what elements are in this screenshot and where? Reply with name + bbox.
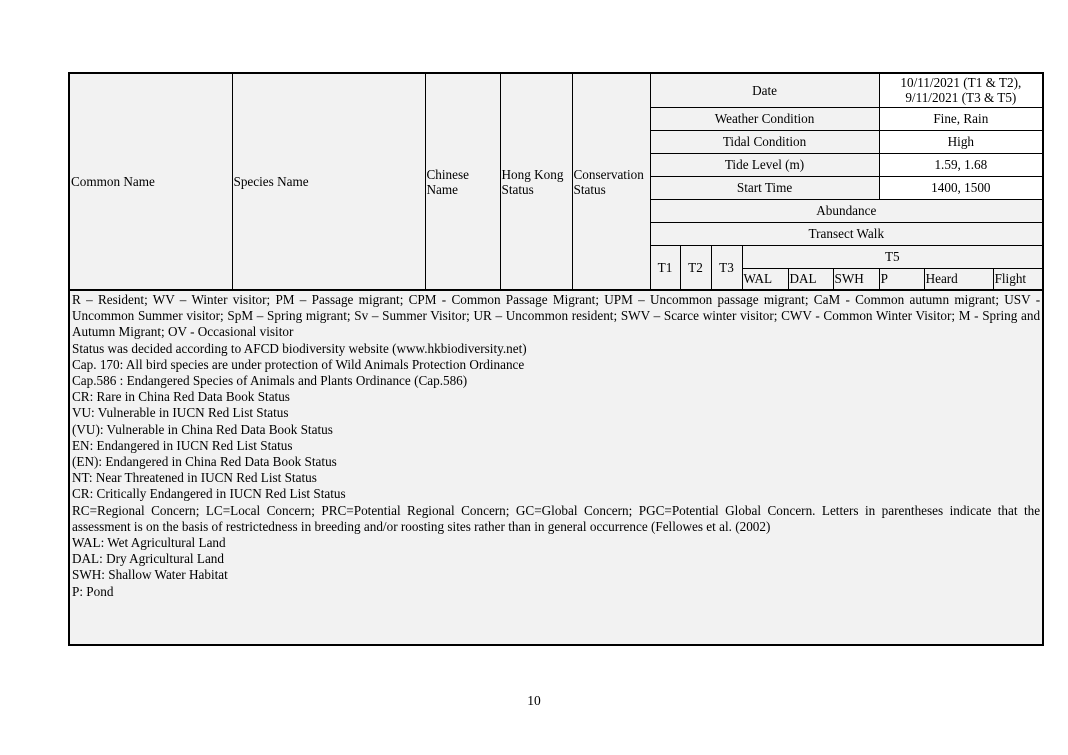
note-vu-iucn: VU: Vulnerable in IUCN Red List Status [72,405,289,421]
header-common-name: Common Name [69,73,232,290]
transect-t5: T5 [742,245,1043,268]
transect-t2: T2 [680,245,711,290]
tidal-condition-label: Tidal Condition [650,130,879,153]
t5-subcolumn-dal: DAL [788,268,833,290]
transect-t1: T1 [650,245,680,290]
transect-t3: T3 [711,245,742,290]
note-concern-codes: RC=Regional Concern; LC=Local Concern; PRC=Potential Regional Concern; GC=Global Concern; PGC=Potential Global Concern. Letters in parentheses indicate that the assessment is on the basis of restrictedness in breeding and/or roosting sites rather than in general occurrence (Fellowes et al. (2002) [72,502,1041,534]
t5-subcolumn-swh: SWH [833,268,879,290]
note-nt-iucn: NT: Near Threatened in IUCN Red List Status [72,470,317,486]
tide-level-label: Tide Level (m) [650,153,879,176]
note-pond: P: Pond [72,583,114,599]
note-wal: WAL: Wet Agricultural Land [72,535,226,551]
t5-subcolumn-wal: WAL [742,268,788,290]
note-status-codes: R – Resident; WV – Winter visitor; PM – Passage migrant; CPM - Common Passage Migrant; UPM – Uncommon passage migrant; CaM - Common autumn migrant; USV - Uncommon Summer visitor; SpM – Spring migrant; Sv – Summer Visitor; UR – Uncommon resident; SWV – Scarce winter visitor; CWV - Common Winter Visitor; M - Spring and Autumn Migrant; OV - Occasional visitor [72,292,1041,340]
bird-survey-table [68,72,1044,646]
note-vu-china: (VU): Vulnerable in China Red Data Book Status [72,421,333,437]
header-hong-kong-status: Hong Kong Status [500,73,572,290]
date-value: 10/11/2021 (T1 & T2), 9/11/2021 (T3 & T5) [879,73,1043,107]
header-species-name: Species Name [232,73,425,290]
start-time-value: 1400, 1500 [879,176,1043,199]
note-cap-170: Cap. 170: All bird species are under protection of Wild Animals Protection Ordinance [72,356,525,372]
tide-level-value: 1.59, 1.68 [879,153,1043,176]
weather-condition-value: Fine, Rain [879,107,1043,130]
note-status-source: Status was decided according to AFCD biodiversity website (www.hkbiodiversity.net) [72,340,527,356]
t5-subcolumn-p: P [879,268,924,290]
note-cr-iucn: CR: Critically Endangered in IUCN Red List Status [72,486,346,502]
notes-cell [69,290,1043,645]
note-en-iucn: EN: Endangered in IUCN Red List Status [72,437,293,453]
note-cap-586: Cap.586 : Endangered Species of Animals and Plants Ordinance (Cap.586) [72,373,468,389]
header-conservation-status: Conservation Status [572,73,650,290]
start-time-label: Start Time [650,176,879,199]
date-label: Date [650,73,879,107]
note-swh: SWH: Shallow Water Habitat [72,567,228,583]
tidal-condition-value: High [879,130,1043,153]
t5-subcolumn-heard: Heard [924,268,993,290]
note-en-china: (EN): Endangered in China Red Data Book Status [72,454,337,470]
header-chinese-name: Chinese Name [425,73,500,290]
abundance-label: Abundance [650,199,1043,222]
t5-subcolumn-flight: Flight [993,268,1043,290]
weather-condition-label: Weather Condition [650,107,879,130]
note-dal: DAL: Dry Agricultural Land [72,551,224,567]
transect-walk-label: Transect Walk [650,222,1043,245]
note-cr-china: CR: Rare in China Red Data Book Status [72,389,290,405]
page-number: 10 [527,693,541,708]
